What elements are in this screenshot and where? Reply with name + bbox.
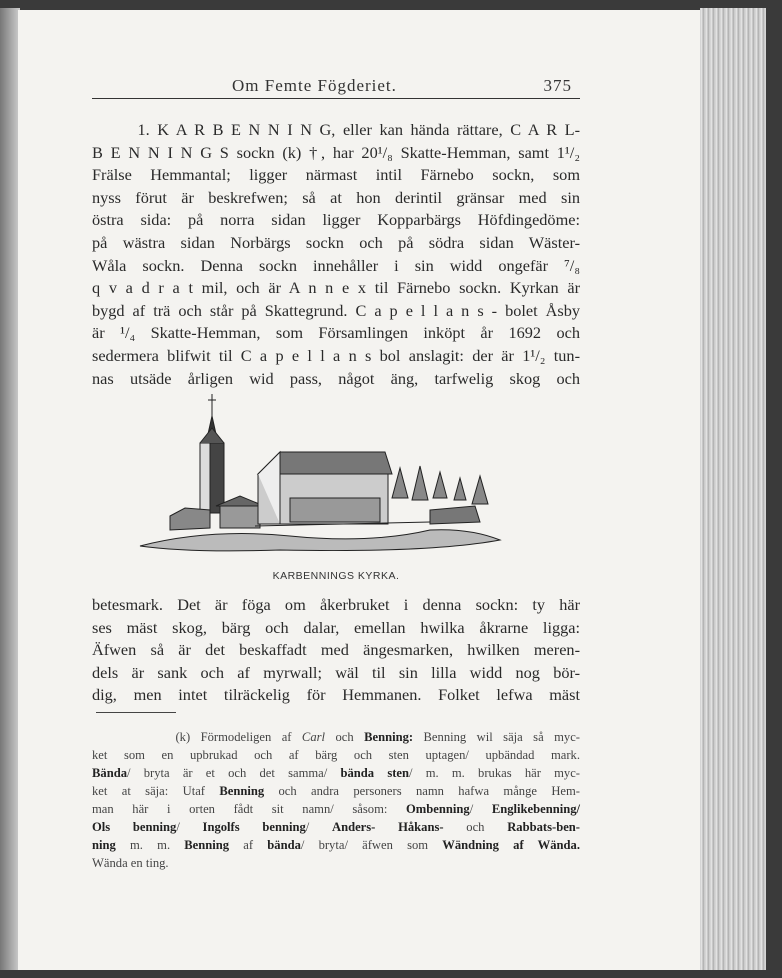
- text-segment: B E N N I N G S sockn (k) †, har 20¹/₈ Skatte-Hemman, samt 1¹/₂: [92, 142, 580, 162]
- text-segment: man här i orten fådt sit namn/ såsom:: [92, 802, 406, 816]
- text-line: [92, 800, 580, 818]
- text-segment: bygd af trä och står på Skattegrund. C a p e l l a n s - bolet Åsby: [92, 300, 580, 320]
- text-segment: och andra personers namn hafwa månge Hem-: [264, 784, 581, 798]
- text-segment: nyss förut är beskrefwen; så at hon derintil gränsar med sin: [92, 187, 580, 207]
- text-line: [92, 322, 580, 345]
- text-segment: dels är sank och af myrwall; wäl til sin lilla widd nog bör-: [92, 662, 580, 682]
- text-segment: Frälse Hemmantal; ligger närmast intil Färnebo sockn, som: [92, 165, 580, 185]
- illustration-caption: KARBENNINGS KYRKA.: [272, 570, 400, 582]
- page-number: 375: [543, 76, 572, 95]
- text-segment: dig, men intet tilräckelig för Hemmanen. Folket lefwa mäst: [92, 685, 580, 705]
- text-segment: nas utsäde årligen wid pass, något äng, tarfwelig skog och: [92, 368, 580, 388]
- text-line: [92, 232, 580, 255]
- text-segment: är ¹/₄ Skatte-Hemman, som Församlingen inköpt år 1692 och: [92, 323, 580, 343]
- text-line: [92, 277, 580, 300]
- text-line: [92, 119, 580, 142]
- text-segment: Wända en ting.: [92, 856, 169, 870]
- text-segment: östra sida: på norra sidan ligger Kopparbärgs Höfdingedöme:: [92, 210, 580, 230]
- running-header: [92, 74, 580, 99]
- footnote-divider: [96, 712, 176, 713]
- text-segment: Wåla sockn. Denna sockn innehåller i sin widd ongefär ⁷/₈: [92, 255, 580, 275]
- bold-term: Anders- Håkans-: [331, 820, 444, 834]
- text-line: [92, 746, 580, 764]
- bold-term: Wändning af Wända.: [442, 838, 580, 852]
- text-line: [92, 684, 580, 707]
- text-segment: /: [305, 820, 332, 834]
- bold-term: Ols benning: [92, 820, 177, 834]
- bold-term: bända sten: [340, 766, 410, 780]
- text-segment: /: [469, 802, 492, 816]
- text-segment: Äfwen så är det beskaffadt med ängesmarken, hwilken meren-: [92, 640, 580, 660]
- text-line: [92, 255, 580, 278]
- text-line: [92, 368, 580, 391]
- text-segment: (k) Förmodeligen af: [92, 730, 302, 744]
- text-line: [92, 594, 580, 617]
- bold-term: Rabbats-ben-: [507, 820, 580, 834]
- italic-term: Carl: [301, 730, 326, 744]
- bold-term: ning: [92, 838, 116, 852]
- text-line: [92, 187, 580, 210]
- book-spine-shadow: [0, 8, 20, 970]
- footnote-k: [92, 728, 580, 872]
- text-line: [92, 662, 580, 685]
- bold-term: bända: [267, 838, 301, 852]
- text-line: [92, 639, 580, 662]
- bold-term: Englikebenning/: [491, 802, 581, 816]
- text-line: [92, 854, 580, 872]
- bold-term: Bända: [92, 766, 128, 780]
- text-line: [92, 728, 580, 746]
- text-line: [92, 300, 580, 323]
- text-segment: Benning wil säja så myc-: [413, 730, 580, 744]
- text-segment: af: [229, 838, 268, 852]
- text-segment: ket som en upbrukad och af bärg och sten uptagen/ upbändad mark.: [92, 748, 580, 762]
- text-segment: / bryta är et och det samma/: [127, 766, 341, 780]
- text-segment: q v a d r a t mil, och är A n n e x til Färnebo sockn. Kyrkan är: [92, 278, 580, 298]
- text-segment: och: [443, 820, 508, 834]
- text-segment: /: [176, 820, 203, 834]
- text-line: [92, 836, 580, 854]
- paragraph-2: [92, 594, 580, 707]
- text-segment: ses mäst skog, bärg och dalar, emellan hwilka åkrarne ligga:: [92, 617, 580, 637]
- text-line: [92, 617, 580, 640]
- text-segment: / bryta/ äfwen som: [300, 838, 443, 852]
- text-segment: betesmark. Det är föga om åkerbruket i denna sockn: ty här: [92, 595, 580, 614]
- paragraph-1: [92, 119, 580, 390]
- bold-term: Benning: [184, 838, 230, 852]
- bold-term: Benning:: [364, 730, 414, 744]
- text-line: [92, 142, 580, 165]
- text-segment: sedermera blifwit til C a p e l l a n s bol anslagit: der är 1¹/₂ tun-: [92, 345, 580, 365]
- text-segment: och: [325, 730, 365, 744]
- header-title: Om Femte Fögderiet.: [232, 76, 397, 95]
- text-segment: ket at säja: Utaf: [92, 784, 220, 798]
- text-line: [92, 209, 580, 232]
- bold-term: Benning: [219, 784, 265, 798]
- bold-term: Ingolfs benning: [202, 820, 306, 834]
- page-edges: [700, 8, 766, 970]
- text-line: [92, 782, 580, 800]
- text-segment: m. m.: [115, 838, 185, 852]
- text-segment: på wästra sidan Norbärgs sockn och på södra sidan Wäster-: [92, 232, 580, 252]
- text-line: [92, 345, 580, 368]
- text-line: [92, 764, 580, 782]
- text-segment: / m. m. brukas här myc-: [409, 766, 580, 780]
- text-segment: 1. K A R B E N N I N G, eller kan hända rättare, C A R L-: [92, 120, 580, 139]
- church-illustration: [130, 388, 510, 558]
- text-line: [92, 164, 580, 187]
- text-line: [92, 818, 580, 836]
- bold-term: Ombenning: [405, 802, 470, 816]
